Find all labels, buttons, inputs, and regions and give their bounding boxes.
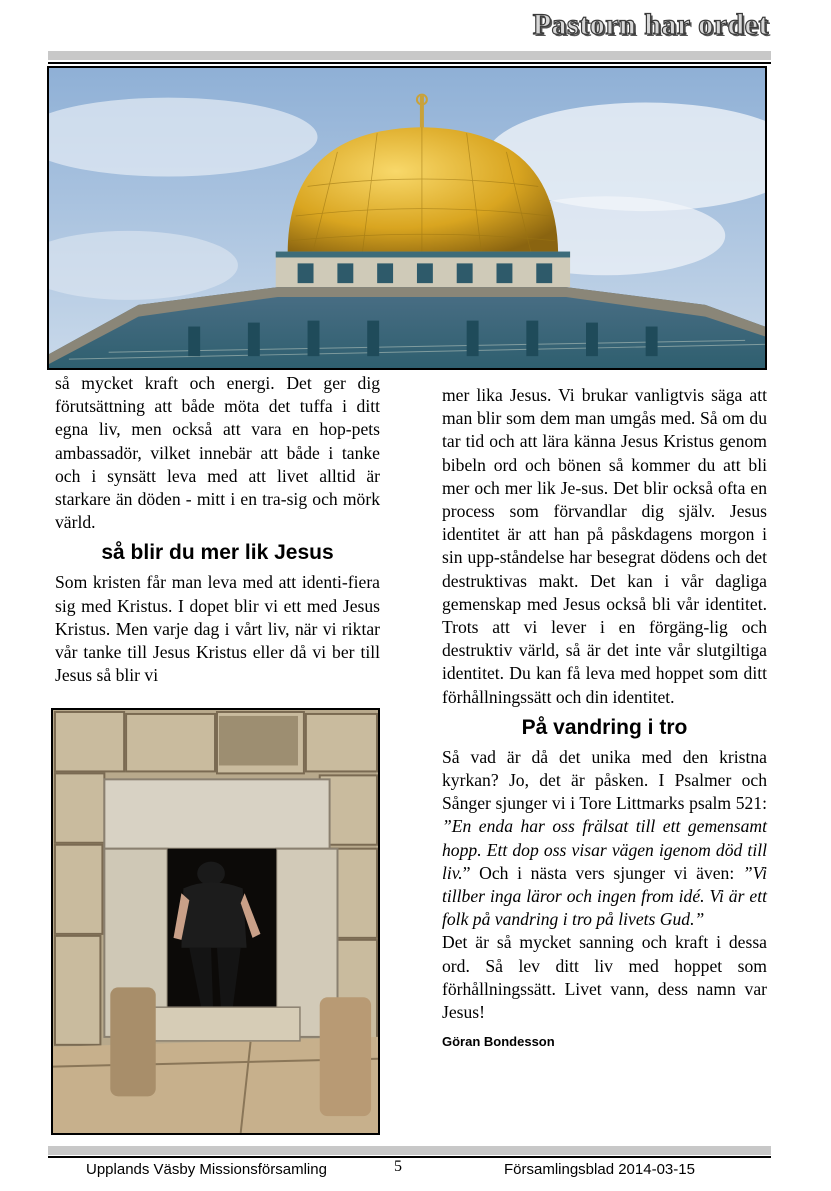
page-title: Pastorn har ordet (532, 8, 769, 41)
left-column-upper (55, 372, 380, 687)
header-rule-thin (48, 62, 771, 64)
footer-rule (48, 1146, 771, 1155)
right-column (442, 384, 767, 1053)
psalm-quote-1: ”En enda har oss frälsat till ett gemensamt hopp. Ett dop oss visar vägen igenom död till liv. (442, 816, 767, 883)
intro-paragraph: så mycket kraft och energi. Det ger dig förutsättning att både möta det tuffa i ditt egna liv, men också att vara en hop-pets ambassadör, vilket innebär att både i tanke och i synsätt leva med att livet alltid är starkare än döden - mitt i en tra-sig och mörk värld. (55, 373, 380, 533)
section-heading-1: så blir du mer lik Jesus (101, 541, 334, 565)
dome-illustration (49, 68, 765, 368)
section-heading-2: På vandring i tro (521, 715, 688, 739)
body-paragraph-2: mer lika Jesus. Vi brukar vanligtvis säga att man blir som dem man umgås med. Så om du tar tid och att lära känna Jesus Kristus genom bibeln ord och bönen så kommer du att bli mer och mer lik Je-sus. Det blir också ofta en process som förvandlar dig själv. Jesus identitet är att han på påskdagens morgon i sin upp-ståndelse har besegrat dödens och det destruktivas makt. Det kan i vår dagliga gemenskap med Jesus också bli vår identitet. Trots att vi lever i en förgäng-lig och destruktiv värld, så är det inte vår slutgiltiga identitet. Du kan få leva med hoppet som ditt förhållningssätt och din identitet. (442, 385, 767, 707)
page-number: 5 (394, 1158, 402, 1175)
doorway-illustration (53, 710, 378, 1133)
footer-issue-date: Församlingsblad 2014-03-15 (504, 1161, 695, 1178)
author-signature: Göran Bondesson (442, 1034, 555, 1050)
paragraph-3-text-b: ” Och i nästa vers sjunger vi även: (462, 862, 743, 883)
paragraph-3-text-a: Så vad är då det unika med den kristna kyrkan? Jo, det är påsken. I Psalmer och Sånger sjunger vi i Tore Littmarks psalm 521: (442, 746, 767, 814)
header-rule (48, 51, 771, 60)
dome-photo (47, 66, 767, 370)
footer-organization: Upplands Väsby Missionsförsamling (86, 1161, 327, 1178)
footer-rule-thin (48, 1156, 771, 1158)
body-paragraph-3 (442, 746, 767, 932)
body-paragraph-1: Som kristen får man leva med att identi-fiera sig med Kristus. I dopet blir vi ett med Jesus Kristus. Men varje dag i vårt liv, när vi riktar vår tanke till Jesus Kristus eller då vi ber till Jesus så blir vi (55, 572, 380, 686)
doorway-photo (51, 708, 380, 1135)
psalm-quote-2: ”Vi tillber inga läror och ingen from idé. Vi är ett folk på vandring i tro på livets Gud.” (442, 862, 767, 930)
body-paragraph-4: Det är så mycket sanning och kraft i dessa ord. Så lev ditt liv med hoppet som förhållningssätt. Livet vann, dess namn var Jesus! (442, 932, 767, 1023)
